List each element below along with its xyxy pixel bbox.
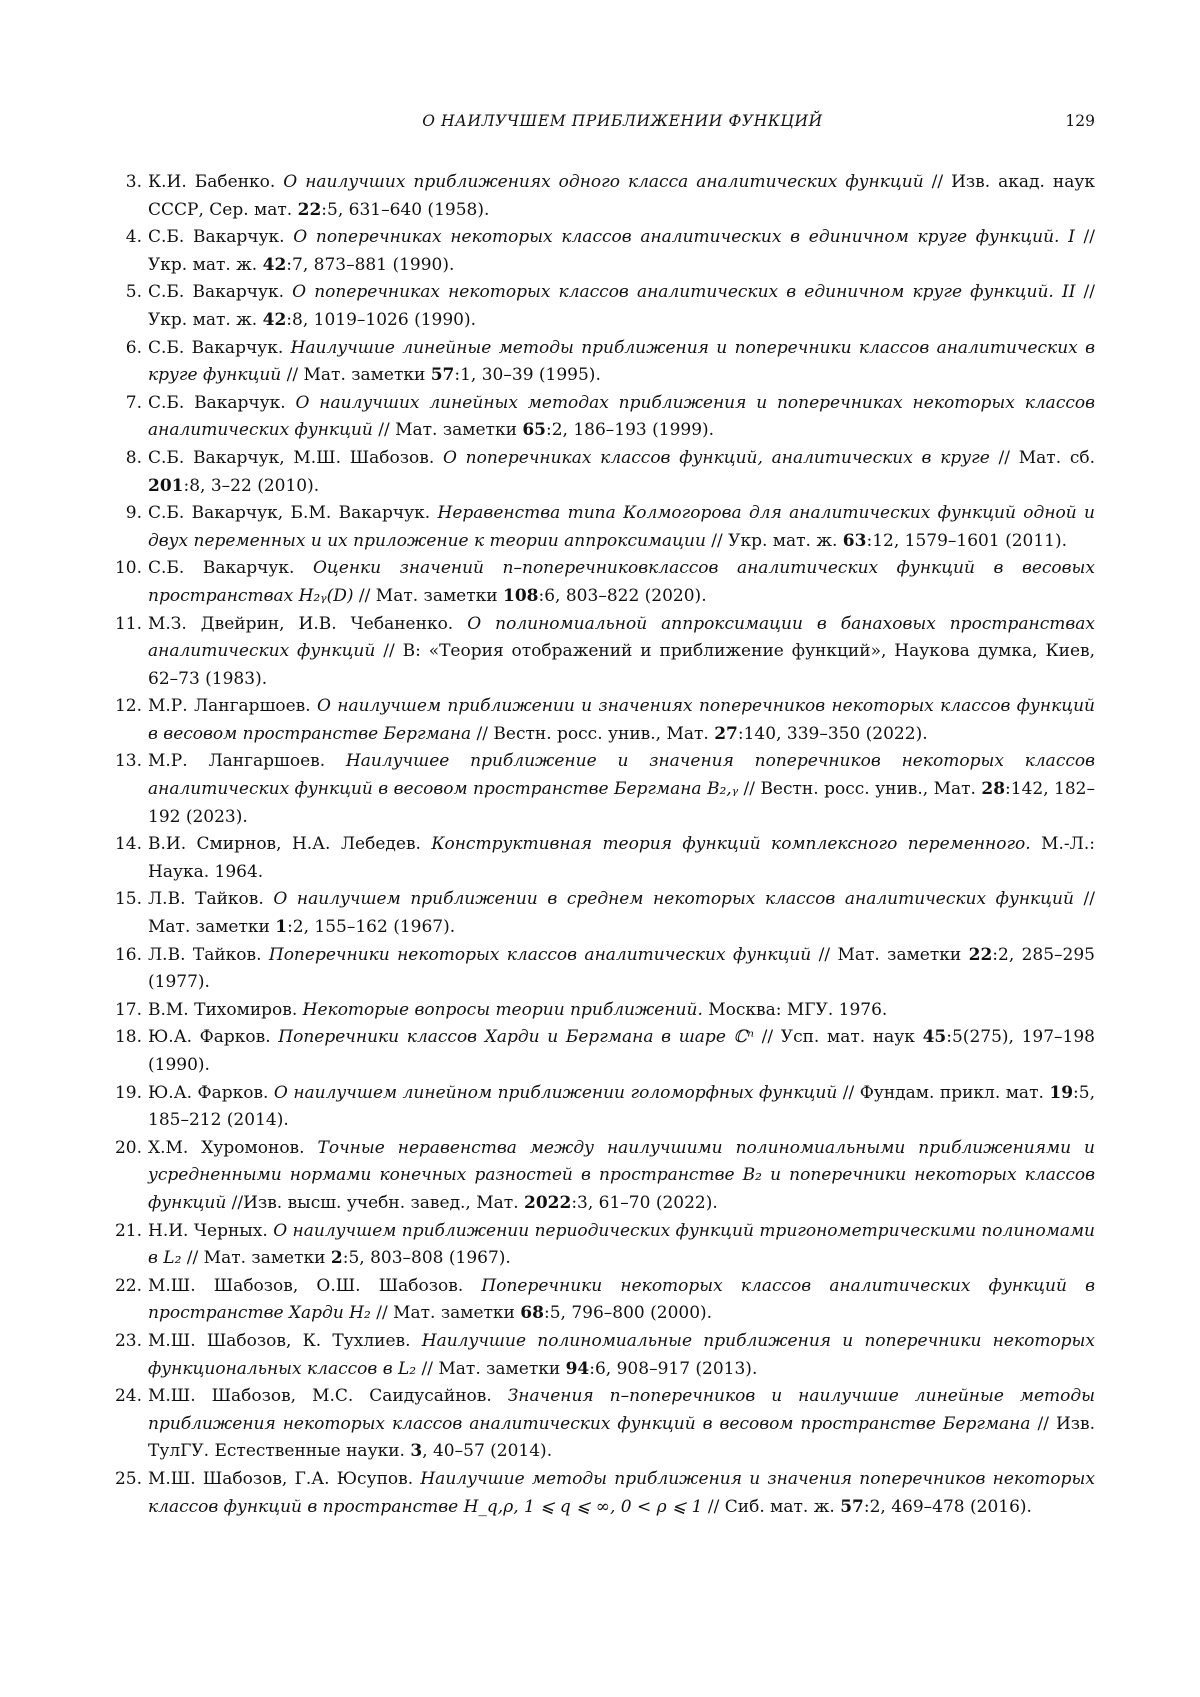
reference-number: 6. (125, 337, 142, 358)
reference-separator: // (702, 1496, 725, 1517)
reference-number: 5. (125, 282, 142, 303)
reference-title: О наилучшем приближении и значениях поперечников некоторых классов функций в весовом пространстве Бергмана (148, 696, 1095, 744)
reference-source: Мат. заметки (203, 1248, 331, 1269)
reference-list (113, 169, 1095, 1521)
reference-details: :8, 1019–1026 (1990). (286, 309, 477, 330)
reference-source: Укр. мат. ж. (728, 530, 843, 551)
reference-number: 8. (125, 447, 142, 468)
reference-authors: М.Р. Лангаршоев. (148, 751, 346, 772)
reference-item (113, 1466, 1095, 1521)
reference-details: :6, 803–822 (2020). (538, 585, 707, 606)
reference-source: Мат. заметки (837, 944, 969, 965)
reference-number: 20. (114, 1137, 142, 1158)
reference-authors: С.Б. Вакарчук. (148, 337, 291, 358)
reference-volume: 68 (520, 1303, 544, 1324)
reference-volume: 3 (410, 1441, 423, 1462)
reference-authors: С.Б. Вакарчук. (148, 282, 293, 303)
reference-source: Мат. заметки (148, 917, 276, 938)
reference-title: Конструктивная теория функций комплексного переменного. (431, 834, 1031, 855)
reference-authors: М.Ш. Шабозов, О.Ш. Шабозов. (148, 1275, 482, 1296)
reference-source: Усп. мат. наук (780, 1027, 923, 1048)
reference-separator: // (370, 1303, 394, 1324)
reference-details: :5, 631–640 (1958). (321, 199, 490, 220)
reference-item (113, 886, 1095, 941)
reference-item (113, 997, 1095, 1025)
reference-separator: // (753, 1027, 781, 1048)
reference-number: 10. (114, 558, 142, 579)
reference-authors: М.Ш. Шабозов, Г.А. Юсупов. (148, 1468, 421, 1489)
reference-volume: 94 (565, 1358, 590, 1379)
reference-separator: // (1074, 227, 1095, 248)
reference-details: :140, 339–350 (2022). (737, 723, 928, 744)
reference-item (113, 1135, 1095, 1218)
running-header (150, 112, 1095, 142)
reference-details: :5, 796–800 (2000). (543, 1303, 713, 1324)
reference-authors: Ю.А. Фарков. (148, 1027, 279, 1048)
reference-details: :7, 873–881 (1990). (286, 254, 455, 275)
reference-volume: 22 (297, 199, 322, 220)
reference-separator (1031, 834, 1041, 854)
reference-source: М.-Л.: Наука. 1964. (148, 834, 1095, 882)
reference-title: Наилучшие линейные методы приближения и поперечники классов аналитических в круге функций (148, 337, 1096, 386)
reference-separator: // (1075, 282, 1096, 303)
reference-authors: С.Б. Вакарчук, Б.М. Вакарчук. (148, 503, 438, 524)
reference-details: :3, 61–70 (2022). (571, 1192, 718, 1213)
reference-separator: // (353, 585, 376, 606)
reference-authors: С.Б. Вакарчук. (148, 392, 296, 413)
reference-separator: // (1030, 1413, 1056, 1434)
reference-separator: // (923, 172, 952, 192)
reference-title: О наилучшем приближении периодических функций тригонометрическими полиномами в L₂ (148, 1220, 1095, 1269)
reference-details: :12, 1579–1601 (2011). (866, 530, 1067, 551)
reference-volume: 2022 (524, 1192, 572, 1213)
reference-item (113, 279, 1095, 334)
reference-title: О поперечниках некоторых классов аналитических в единичном круге функций. II (292, 282, 1076, 303)
reference-number: 14. (114, 834, 142, 855)
reference-source: Изв. ТулГУ. Естественные науки. (148, 1413, 1096, 1462)
reference-title: О наилучших линейных методах приближения и поперечниках некоторых классов аналитических функций (148, 392, 1095, 441)
running-title: О НАИЛУЧШЕМ ПРИБЛИЖЕНИИ ФУНКЦИЙ (422, 112, 823, 130)
reference-authors: Н.И. Черных. (148, 1220, 274, 1241)
reference-number: 11. (114, 613, 142, 634)
reference-source: Мат. сб. (1018, 447, 1096, 468)
reference-item (113, 1383, 1095, 1466)
reference-source: Изв. акад. наук СССР, Сер. мат. (148, 172, 1095, 220)
reference-number: 7. (125, 392, 142, 413)
reference-item (113, 555, 1095, 610)
reference-title: Поперечники некоторых классов аналитических функций в пространстве Харди H₂ (148, 1275, 1096, 1324)
reference-item (113, 445, 1095, 500)
reference-source: В: «Теория отображений и приближение функций», Наукова думка, Киев, 62–73 (1983). (148, 641, 1095, 689)
reference-separator: // (738, 779, 761, 800)
reference-item (113, 1328, 1095, 1383)
reference-volume: 42 (262, 254, 287, 275)
reference-title: О поперечниках классов функций, аналитических в круге (442, 447, 990, 468)
reference-number: 3. (125, 172, 142, 192)
reference-title: Поперечники классов Харди и Бергмана в шаре ℂⁿ (278, 1027, 754, 1048)
reference-title: Неравенства типа Колмогорова для аналитических функций одной и двух переменных и их приложение к теории аппроксимации (148, 503, 1095, 551)
reference-details: :8, 3–22 (2010). (183, 475, 320, 496)
reference-volume: 27 (714, 723, 738, 744)
reference-volume: 57 (430, 365, 455, 386)
reference-item (113, 693, 1095, 748)
reference-title: Наилучшие полиномиальные приближения и поперечники некоторых функциональных классов в L₂ (148, 1330, 1095, 1379)
reference-details: :5, 803–808 (1967). (342, 1248, 511, 1269)
reference-item (113, 390, 1095, 445)
reference-item (113, 500, 1095, 555)
reference-authors: В.И. Смирнов, Н.А. Лебедев. (148, 834, 432, 855)
reference-number: 13. (114, 751, 142, 772)
reference-details: :6, 908–917 (2013). (589, 1358, 758, 1379)
reference-separator: // (375, 641, 403, 662)
reference-number: 23. (114, 1330, 142, 1351)
reference-volume: 108 (503, 585, 539, 606)
reference-source: Москва: МГУ. 1976. (708, 999, 888, 1020)
reference-volume: 19 (1049, 1082, 1074, 1103)
reference-number: 12. (114, 696, 142, 717)
reference-volume: 42 (262, 309, 287, 330)
reference-details: :2, 155–162 (1967). (287, 917, 456, 938)
reference-separator: // (281, 365, 304, 386)
reference-details: :5(275), 197–198 (1990). (148, 1027, 1095, 1075)
reference-item (113, 831, 1095, 886)
reference-details: :5, 185–212 (2014). (148, 1082, 1095, 1131)
reference-volume: 28 (981, 779, 1006, 800)
reference-number: 17. (114, 999, 142, 1020)
reference-authors: К.И. Бабенко. (148, 172, 284, 192)
reference-separator: // (416, 1358, 439, 1379)
reference-number: 22. (114, 1275, 142, 1296)
reference-authors: М.Р. Лангаршоев. (148, 696, 317, 717)
reference-authors: М.З. Двейрин, И.В. Чебаненко. (148, 613, 468, 634)
reference-number: 25. (114, 1468, 142, 1489)
reference-item (113, 611, 1095, 694)
reference-separator: // (811, 944, 838, 965)
reference-item (113, 1273, 1095, 1328)
reference-details: :2, 186–193 (1999). (546, 420, 715, 441)
reference-authors: С.Б. Вакарчук, М.Ш. Шабозов. (148, 447, 443, 468)
reference-number: 18. (114, 1027, 142, 1048)
reference-title: Наилучшие методы приближения и значения поперечников некоторых классов функций в пространстве H_q,ρ, 1 ⩽ q ⩽ ∞, 0 < ρ ⩽ 1 (148, 1468, 1095, 1517)
reference-source: Укр. мат. ж. (148, 254, 263, 275)
reference-source: Мат. заметки (393, 1303, 521, 1324)
reference-authors: Л.В. Тайков. (148, 944, 269, 965)
reference-separator: // (1073, 889, 1096, 910)
reference-volume: 63 (842, 530, 867, 551)
reference-title: Точные неравенства между наилучшими полиномиальными приближениями и усредненными нормами конечных разностей в пространстве B₂ и поперечники некоторых классов функций (148, 1137, 1095, 1213)
reference-separator: // (226, 1192, 244, 1213)
reference-authors: М.Ш. Шабозов, К. Тухлиев. (148, 1330, 422, 1351)
reference-title: Поперечники некоторых классов аналитических функций (268, 944, 812, 965)
reference-item (113, 942, 1095, 997)
reference-separator: // (989, 447, 1019, 468)
reference-item (113, 169, 1095, 224)
reference-source: Мат. заметки (438, 1358, 566, 1379)
reference-separator: // (837, 1082, 860, 1103)
reference-volume: 22 (968, 944, 993, 965)
reference-source: Мат. заметки (375, 585, 504, 606)
reference-authors: С.Б. Вакарчук. (148, 558, 313, 579)
reference-authors: Х.М. Хуромонов. (148, 1137, 318, 1158)
reference-separator: // (181, 1248, 204, 1269)
reference-volume: 1 (275, 917, 288, 938)
reference-number: 4. (125, 227, 142, 248)
reference-title: Наилучшее приближение и значения поперечников некоторых классов аналитических функций в весовом пространстве Бергмана B₂,ᵧ (148, 751, 1095, 800)
reference-source: Фундам. прикл. мат. (859, 1082, 1050, 1103)
reference-title: О наилучшем приближении в среднем некоторых классов аналитических функций (273, 889, 1074, 910)
reference-details: :142, 182–192 (2023). (148, 779, 1095, 827)
reference-source: Вестн. росс. унив., Мат. (760, 779, 982, 800)
reference-number: 24. (114, 1386, 142, 1407)
reference-separator: // (471, 723, 494, 744)
reference-item (113, 335, 1095, 390)
page-number: 129 (1065, 112, 1095, 130)
reference-number: 16. (114, 944, 142, 965)
reference-details: :1, 30–39 (1995). (454, 365, 601, 386)
reference-number: 9. (125, 503, 142, 524)
reference-source: Мат. заметки (395, 420, 523, 441)
reference-volume: 65 (522, 420, 546, 441)
reference-separator: // (705, 530, 729, 551)
reference-volume: 57 (840, 1496, 864, 1517)
reference-authors: М.Ш. Шабозов, М.С. Саидусайнов. (148, 1386, 508, 1407)
reference-authors: С.Б. Вакарчук. (148, 227, 294, 248)
reference-item (113, 748, 1095, 831)
reference-details: :2, 285–295 (1977). (148, 944, 1095, 993)
reference-source: Сиб. мат. ж. (724, 1496, 841, 1517)
reference-item (113, 1024, 1095, 1079)
reference-number: 19. (114, 1082, 142, 1103)
reference-details: , 40–57 (2014). (422, 1441, 553, 1462)
reference-volume: 2 (330, 1248, 343, 1269)
reference-item (113, 1218, 1095, 1273)
reference-source: Укр. мат. ж. (148, 309, 263, 330)
reference-item (113, 1080, 1095, 1135)
reference-title: Оценки значений n–поперечниковклассов аналитических функций в весовых пространствах H₂ᵧ(D) (148, 558, 1095, 606)
reference-authors: Л.В. Тайков. (148, 889, 274, 910)
reference-number: 15. (114, 889, 142, 910)
reference-source: Мат. заметки (303, 365, 431, 386)
reference-title: О полиномиальной аппроксимации в банаховых пространствах аналитических функций (148, 613, 1095, 662)
reference-authors: Ю.А. Фарков. (148, 1082, 274, 1103)
reference-source: Вестн. росс. унив., Мат. (493, 723, 715, 744)
reference-item (113, 224, 1095, 279)
reference-details: :2, 469–478 (2016). (863, 1496, 1032, 1517)
reference-title: Некоторые вопросы теории приближений. (302, 999, 703, 1020)
reference-separator: // (372, 420, 396, 441)
reference-title: Значения n–поперечников и наилучшие линейные методы приближения некоторых классов аналитических функций в весовом пространстве Бергмана (148, 1386, 1095, 1434)
reference-volume: 201 (148, 475, 184, 496)
reference-number: 21. (114, 1220, 142, 1241)
reference-volume: 45 (922, 1027, 947, 1048)
reference-title: О наилучших приближениях одного класса аналитических функций (283, 172, 924, 192)
reference-source: Изв. высш. учебн. завед., Мат. (243, 1192, 524, 1213)
reference-title: О наилучшем линейном приближении голоморфных функций (273, 1082, 838, 1103)
reference-authors: В.М. Тихомиров. (148, 999, 303, 1020)
reference-title: О поперечниках некоторых классов аналитических в единичном круге функций. I (293, 227, 1075, 248)
